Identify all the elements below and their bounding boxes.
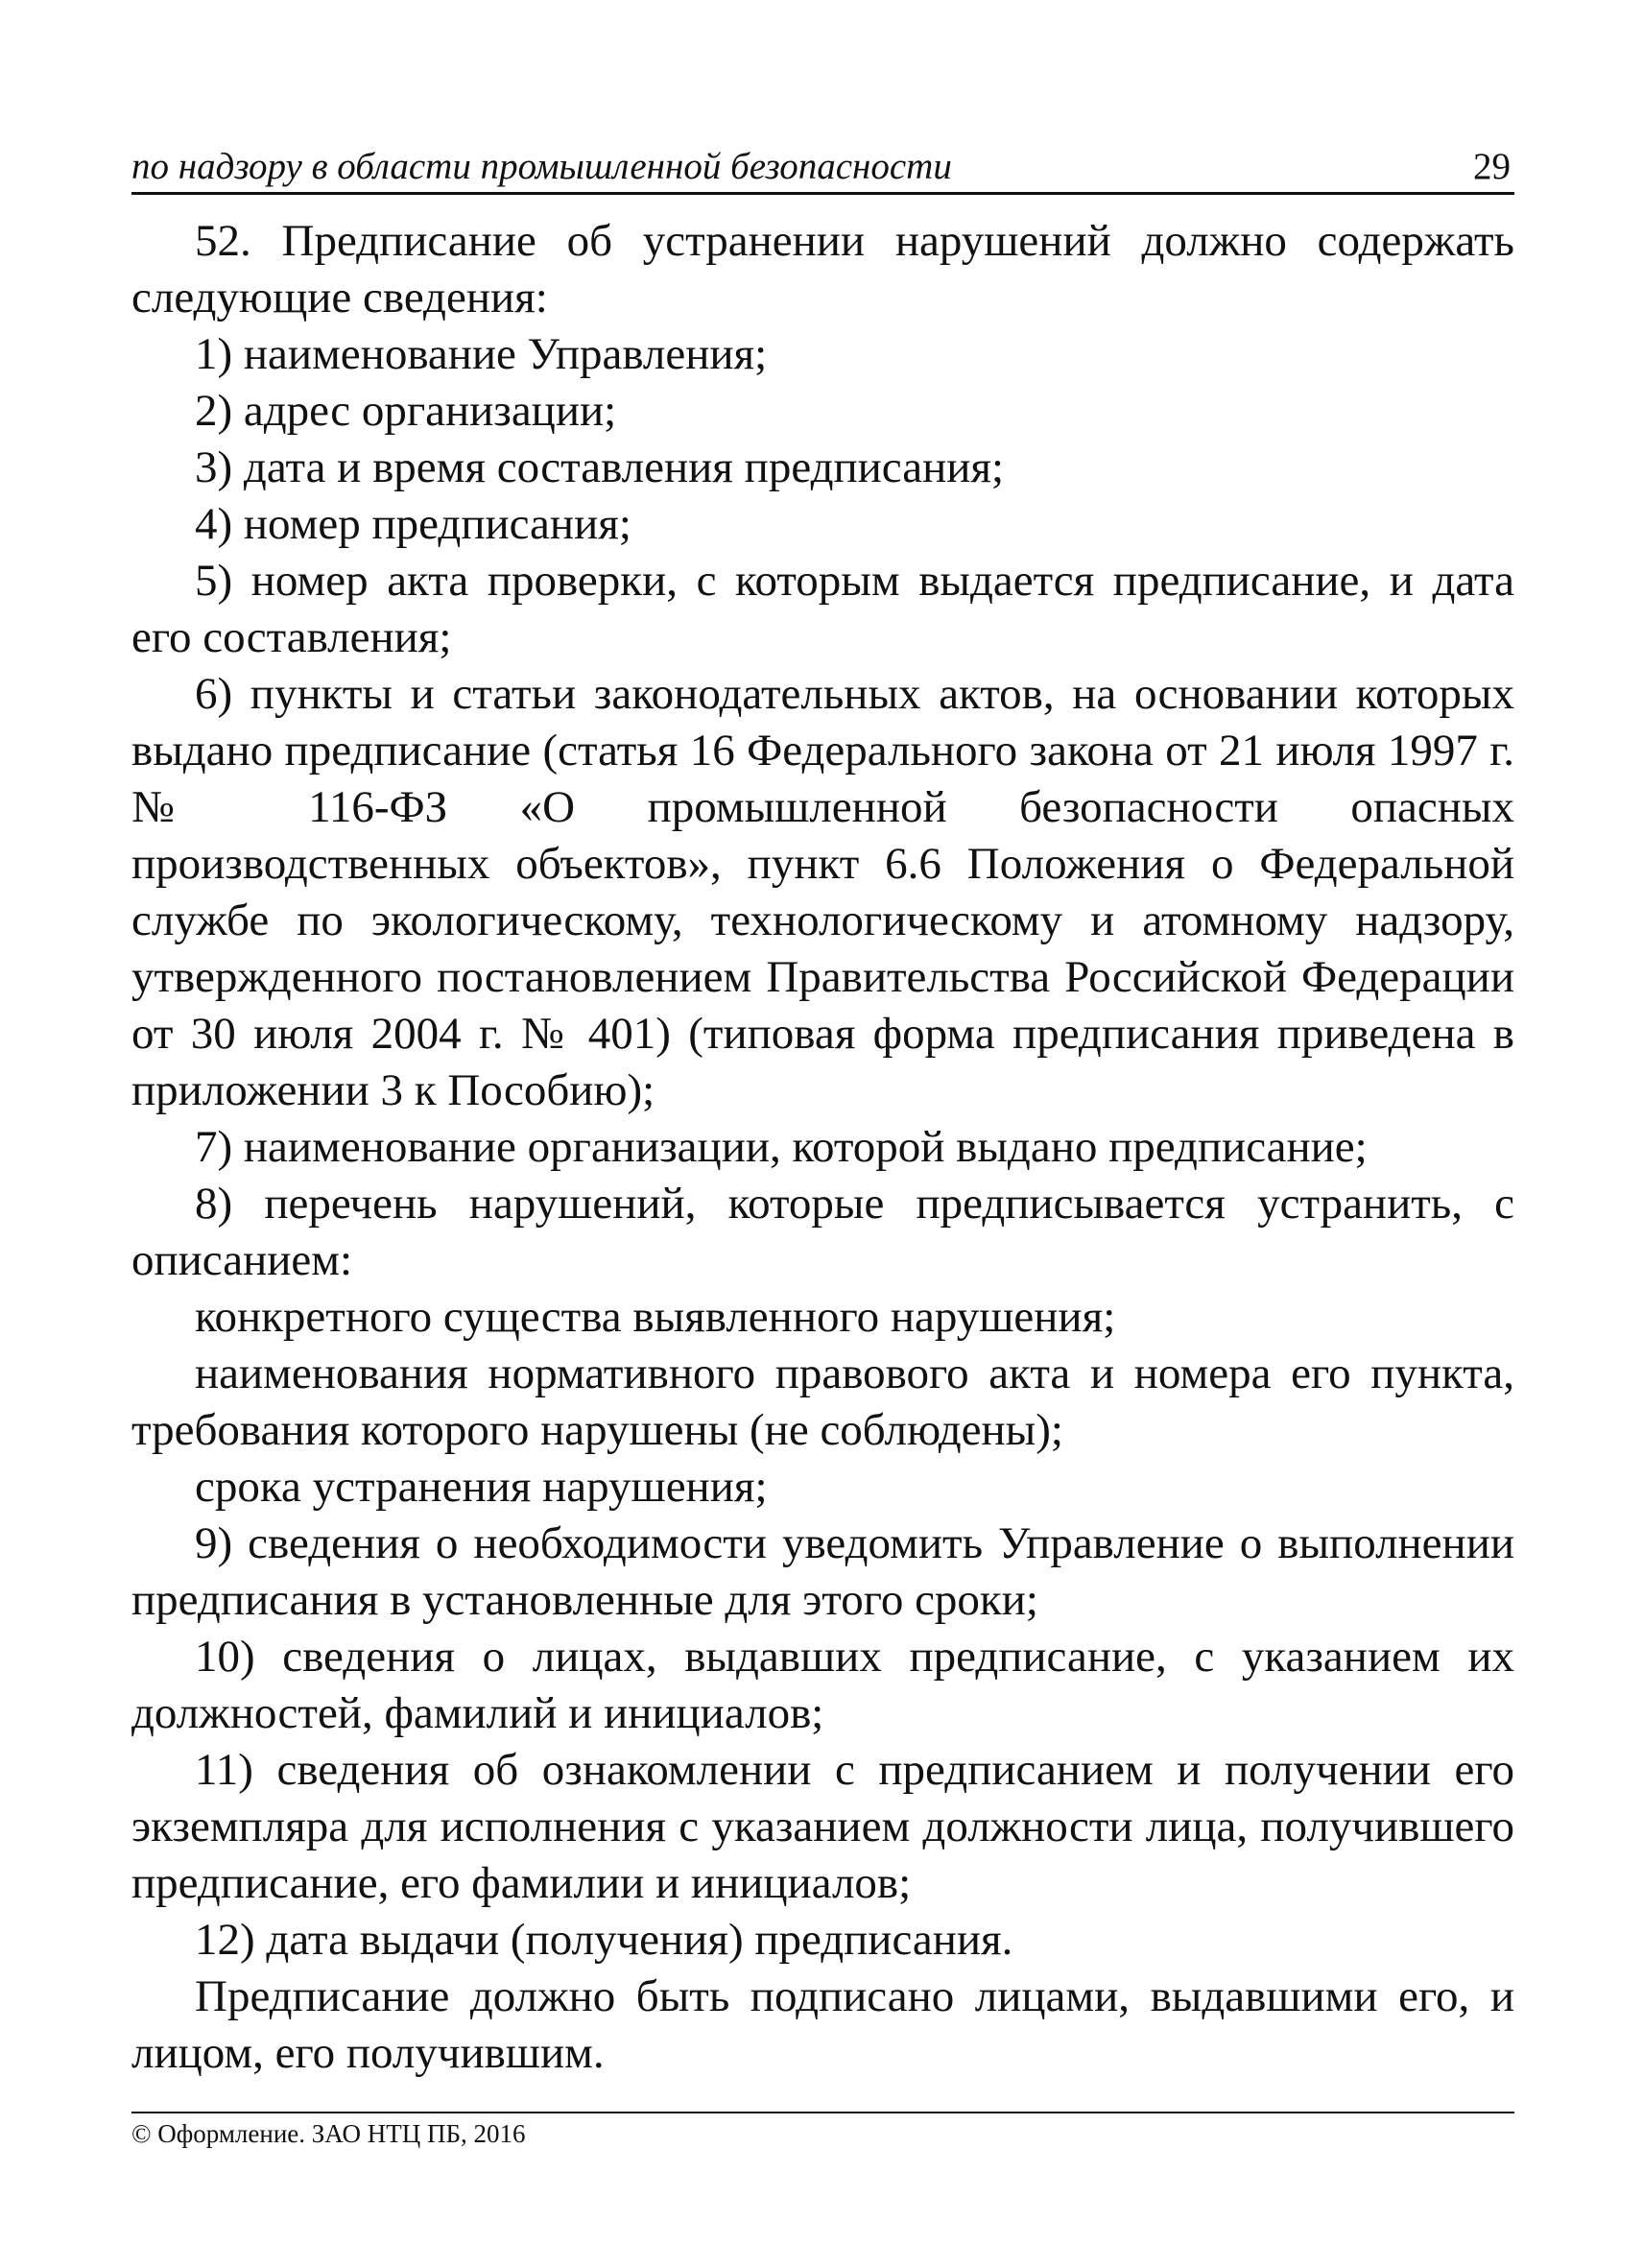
list-item: 12) дата выдачи (получения) предписания. <box>195 1915 1013 1965</box>
header-title: по надзору в области промышленной безопасности <box>131 146 952 187</box>
list-item: 2) адрес организации; <box>195 386 617 436</box>
list-item: 7) наименование организации, которой выдано предписание; <box>195 1122 1368 1172</box>
page-number: 29 <box>1473 146 1511 187</box>
list-item: 8) перечень нарушений, которые предписывается устранить, с описанием: <box>131 1179 1514 1285</box>
list-item: 9) сведения о необходимости уведомить Управление о выполнении предписания в установленные для этого сроки; <box>131 1518 1514 1625</box>
document-body <box>131 213 1514 2082</box>
list-item: 1) наименование Управления; <box>195 329 768 379</box>
paragraph-item-52: 52. Предписание об устранении нарушений должно содержать следующие сведения: <box>131 216 1514 322</box>
list-item: 3) дата и время составления предписания; <box>195 442 1005 492</box>
list-item: 5) номер акта проверки, с которым выдается предписание, и дата его составления; <box>131 556 1514 662</box>
list-item: 4) номер предписания; <box>195 499 631 549</box>
copyright-footer: © Оформление. ЗАО НТЦ ПБ, 2016 <box>131 2119 526 2148</box>
sub-list-item: наименования нормативного правового акта и номера его пункта, требования которого нарушены (не соблюдены); <box>131 1349 1514 1455</box>
sub-list-item: конкретного существа выявленного нарушения; <box>195 1292 1116 1342</box>
footer-divider <box>131 2112 1514 2113</box>
closing-paragraph: Предписание должно быть подписано лицами, выдавшими его, и лицом, его получившим. <box>131 1971 1514 2078</box>
list-item: 6) пункты и статьи законодательных актов, на основании которых выдано предписание (статья 16 Федерального закона от 21 июля 1997 г. № 116-ФЗ «О промышленной безопасности опасных производственных объектов», пункт 6.6 Положения о Федеральной службе по экологическому, технологическому и атомному надзору, утвержденного постановлением Правительства Российской Федерации от 30 июля 2004 г. № 401) (типовая форма предписания приведена в приложении 3 к Пособию); <box>131 669 1514 1115</box>
sub-list-item: срока устранения нарушения; <box>195 1462 768 1512</box>
list-item: 10) сведения о лицах, выдавших предписание, с указанием их должностей, фамилий и инициалов; <box>131 1632 1514 1738</box>
running-header <box>131 142 1514 195</box>
list-item: 11) сведения об ознакомлении с предписанием и получении его экземпляра для исполнения с указанием должности лица, получившего предписание, его фамилии и инициалов; <box>131 1745 1514 1908</box>
